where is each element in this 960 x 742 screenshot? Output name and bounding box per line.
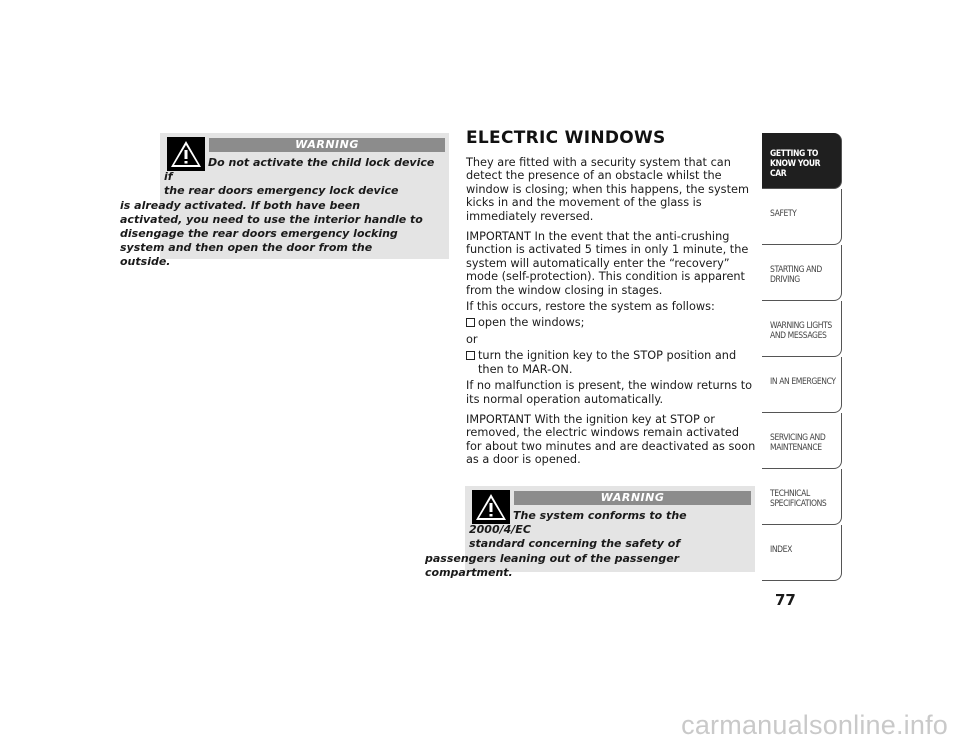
section-title: ELECTRIC WINDOWS <box>466 128 666 148</box>
warning-line: disengage the rear doors emergency locking <box>120 227 398 241</box>
warning-line: activated, you need to use the interior handle to <box>120 212 423 226</box>
warning-text <box>425 509 751 580</box>
list-item: open the windows; <box>466 316 758 329</box>
list-item: turn the ignition key to the STOP position and then to MAR-ON. <box>466 349 758 376</box>
tab-starting-and-driving[interactable]: STARTING AND DRIVING <box>762 245 842 301</box>
tab-warning-lights-and-messages[interactable]: WARNING LIGHTS AND MESSAGES <box>762 301 842 357</box>
warning-line: compartment. <box>425 565 513 579</box>
warning-line: standard concerning the safety of <box>469 537 681 551</box>
checkbox-bullet-icon <box>466 351 475 360</box>
warning-header: WARNING <box>514 491 751 505</box>
chapter-tabs <box>762 133 842 581</box>
warning-header: WARNING <box>209 138 445 152</box>
paragraph: They are fitted with a security system that can detect the presence of an obstacle whilst the window is closing; when this happens, the system kicks in and the movement of the glass is immediately reversed. <box>466 156 749 223</box>
warning-line: outside. <box>120 255 171 269</box>
site-watermark: carmanualsonline.info <box>681 710 948 740</box>
paragraph: IMPORTANT In the event that the anti-crushing function is activated 5 times in only 1 minute, the system will automatically enter the “recovery” mode (self-protection). This condition is apparent from the window closing in stages. <box>466 230 749 297</box>
tab-safety[interactable]: SAFETY <box>762 189 842 245</box>
paragraph: IMPORTANT With the ignition key at STOP or removed, the electric windows remain activated for about two minutes and are deactivated as soon as a door is opened. <box>466 412 756 467</box>
warning-text <box>120 156 445 270</box>
warning-line: system and then open the door from the <box>120 241 373 255</box>
tab-servicing-and-maintenance[interactable]: SERVICING AND MAINTENANCE <box>762 413 842 469</box>
warning-box-child-lock <box>120 133 449 269</box>
warning-line: the rear doors emergency lock device <box>164 184 399 198</box>
warning-box-standard <box>425 486 755 579</box>
checkbox-bullet-icon <box>466 318 475 327</box>
tab-index[interactable]: INDEX <box>762 525 842 581</box>
paragraph: If no malfunction is present, the window returns to its normal operation automatically. <box>466 379 753 406</box>
tab-getting-to-know-your-car[interactable]: GETTING TO KNOW YOUR CAR <box>762 133 842 189</box>
warning-line: The system conforms to the 2000/4/EC <box>469 509 687 537</box>
tab-in-an-emergency[interactable]: IN AN EMERGENCY <box>762 357 842 413</box>
warning-line: passengers leaning out of the passenger <box>425 551 680 565</box>
warning-line: is already activated. If both have been <box>120 198 361 212</box>
warning-line: Do not activate the child lock device if <box>164 156 435 184</box>
tab-technical-specifications[interactable]: TECHNICAL SPECIFICATIONS <box>762 469 842 525</box>
paragraph-or: or <box>466 332 478 346</box>
paragraph: If this occurs, restore the system as follows: <box>466 300 715 314</box>
electric-windows-section <box>466 128 758 474</box>
page-number: 77 <box>775 591 796 609</box>
